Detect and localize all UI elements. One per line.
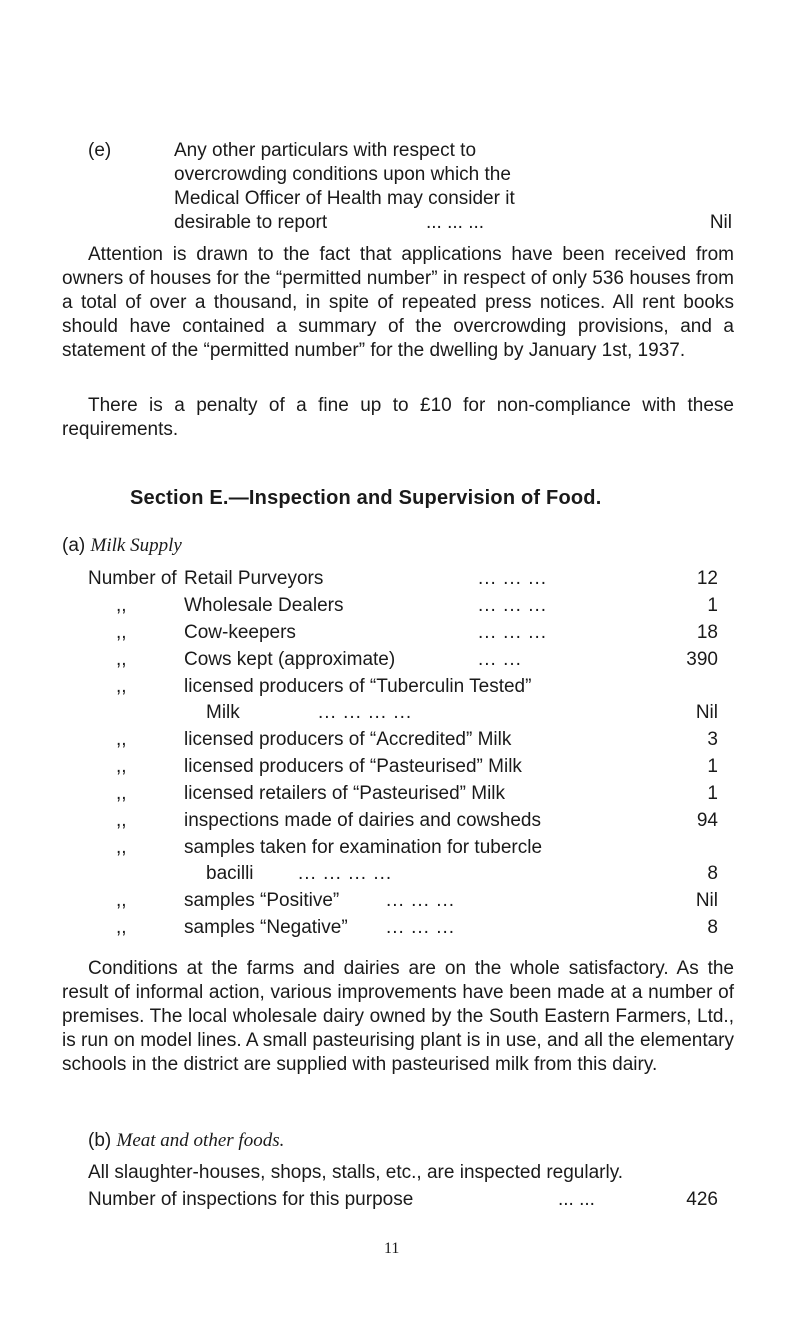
item-label: samples “Negative” xyxy=(184,917,348,938)
ditto-mark: ,, xyxy=(116,756,127,777)
ditto-mark: ,, xyxy=(116,837,127,858)
list-item xyxy=(88,836,718,862)
item-label: inspections made of dairies and cowsheds xyxy=(184,810,541,831)
list-item xyxy=(88,889,718,915)
item-label: Milk xyxy=(206,702,240,723)
item-e-line: Any other particulars with respect to xyxy=(174,140,477,161)
number-of-lead: Number of xyxy=(88,568,177,589)
item-value: 94 xyxy=(696,810,718,831)
item-label: Cows kept (approximate) xyxy=(184,649,396,670)
item-label: licensed producers of “Pasteurised” Milk xyxy=(184,756,522,777)
ditto-mark: ,, xyxy=(116,649,127,670)
leader-dots: ... ... xyxy=(558,1189,595,1210)
item-value: 12 xyxy=(696,568,718,589)
item-label: bacilli xyxy=(206,863,254,884)
leader-dots: ... ... ... xyxy=(478,622,548,643)
item-e-text xyxy=(174,139,734,235)
item-value: 390 xyxy=(686,649,718,670)
item-value: 3 xyxy=(707,729,718,750)
ditto-mark: ,, xyxy=(116,890,127,911)
meat-marker: (b) xyxy=(88,1130,112,1151)
paragraph-penalty: There is a penalty of a fine up to £10 for non-compliance with these requirements. xyxy=(62,395,734,440)
section-heading: Section E.—Inspection and Supervision of Food. xyxy=(130,487,602,509)
item-label: samples “Positive” xyxy=(184,890,340,911)
item-e-line: Medical Officer of Health may consider it xyxy=(174,188,515,209)
leader-dots: ... ... ... xyxy=(386,917,456,938)
meat-title: Meat and other foods. xyxy=(116,1130,285,1151)
milk-supply-subheading xyxy=(62,534,182,558)
leader-dots: ... ... ... xyxy=(478,595,548,616)
item-value: 1 xyxy=(707,756,718,777)
ditto-mark: ,, xyxy=(116,622,127,643)
list-item xyxy=(88,916,718,942)
list-item xyxy=(88,621,718,647)
milk-marker: (a) xyxy=(62,535,86,556)
leader-dots: ... ... ... xyxy=(426,212,485,233)
meat-line-1: All slaughter-houses, shops, stalls, etc., are inspected regularly. xyxy=(88,1162,624,1183)
item-label: Cow-keepers xyxy=(184,622,296,643)
item-label: Retail Purveyors xyxy=(184,568,324,589)
leader-dots: ... ... ... xyxy=(478,568,548,589)
item-value: 1 xyxy=(707,595,718,616)
list-item xyxy=(88,755,718,781)
item-label: licensed producers of “Accredited” Milk xyxy=(184,729,512,750)
item-value: 8 xyxy=(707,863,718,884)
list-item xyxy=(88,862,718,888)
paragraph-conditions: Conditions at the farms and dairies are on the whole satisfactory. As the result of informal action, various improvements have been made at a number of premises. The local wholesale dairy owned by the South Eastern Farmers, Ltd., is run on model lines. A small pasteurising plant is in use, and all the elementary schools in the district are supplied with pasteurised milk from this dairy. xyxy=(62,958,734,1075)
item-value: Nil xyxy=(695,702,718,723)
item-e-line: desirable to report xyxy=(174,212,328,233)
meat-line-2-label: Number of inspections for this purpose xyxy=(88,1189,414,1210)
list-item xyxy=(88,782,718,808)
page-number: 11 xyxy=(384,1240,400,1257)
ditto-mark: ,, xyxy=(116,783,127,804)
leader-dots: ... ... ... ... xyxy=(298,863,393,884)
leader-dots: ... ... xyxy=(478,649,522,670)
ditto-mark: ,, xyxy=(116,595,127,616)
ditto-mark: ,, xyxy=(116,810,127,831)
item-value: 18 xyxy=(696,622,718,643)
paragraph-permitted-number: Attention is drawn to the fact that applications have been received from owners of houses for the “permitted number” in respect of only 536 houses from a total of over a thousand, in spite of repeated press notices. All rent books should have contained a summary of the overcrowding provisions, and a statement of the “permitted number” for the dwelling by January 1st, 1937. xyxy=(62,244,734,361)
list-item xyxy=(88,675,718,701)
list-item xyxy=(88,728,718,754)
item-e-marker: (e) xyxy=(88,140,112,161)
ditto-mark: ,, xyxy=(116,729,127,750)
leader-dots: ... ... ... ... xyxy=(318,702,413,723)
item-value: Nil xyxy=(695,890,718,911)
meat-line-2-value: 426 xyxy=(686,1189,718,1210)
item-label: licensed retailers of “Pasteurised” Milk xyxy=(184,783,506,804)
leader-dots: ... ... ... xyxy=(386,890,456,911)
item-label: Wholesale Dealers xyxy=(184,595,344,616)
list-item xyxy=(88,594,718,620)
item-label: samples taken for examination for tubercle xyxy=(184,837,543,858)
list-item xyxy=(88,701,718,727)
meat-line-2 xyxy=(88,1188,718,1212)
list-item xyxy=(88,648,718,674)
item-value: 1 xyxy=(707,783,718,804)
list-item xyxy=(88,567,718,593)
ditto-mark: ,, xyxy=(116,676,127,697)
item-value: 8 xyxy=(707,917,718,938)
milk-title: Milk Supply xyxy=(90,535,182,556)
ditto-mark: ,, xyxy=(116,917,127,938)
meat-subheading xyxy=(88,1129,284,1153)
item-e-value: Nil xyxy=(709,212,732,233)
item-e-line: overcrowding conditions upon which the xyxy=(174,164,511,185)
item-label: licensed producers of “Tuberculin Tested” xyxy=(184,676,532,697)
list-item xyxy=(88,809,718,835)
